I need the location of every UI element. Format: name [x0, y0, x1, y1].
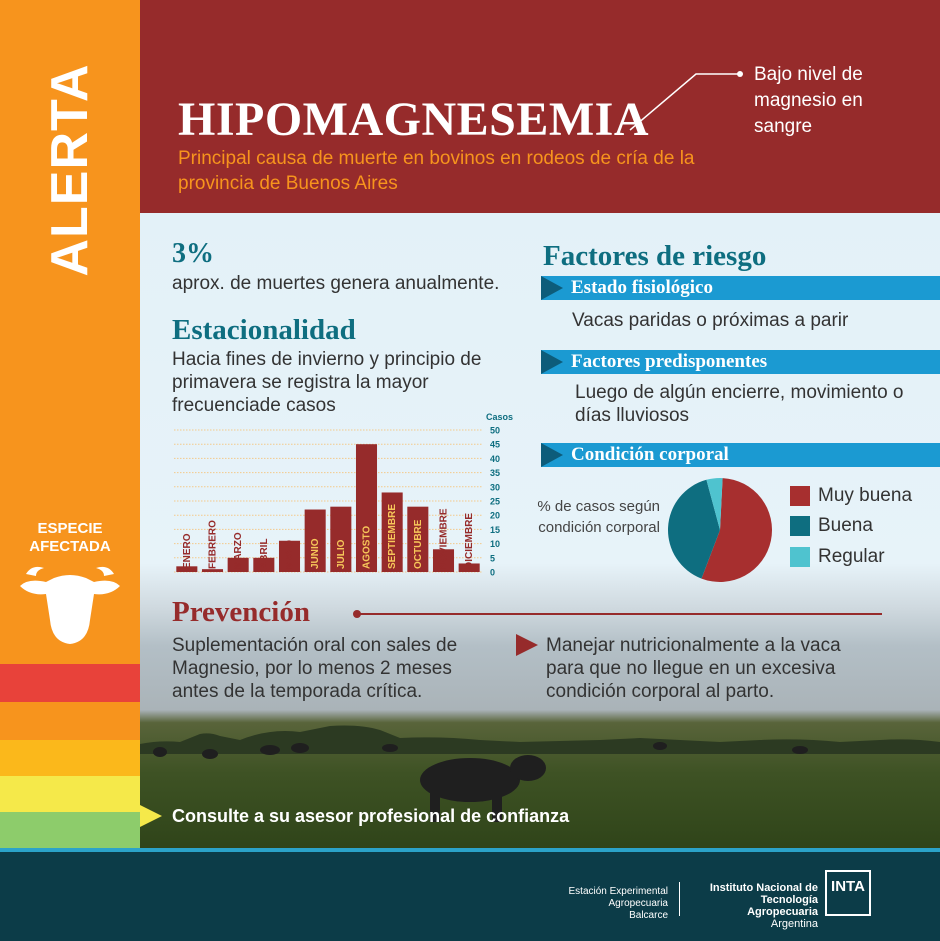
y-tick-label: 50 — [490, 425, 501, 436]
risk-factor-text: Luego de algún encierre, movimiento o días lluviosos — [575, 382, 904, 426]
arrow-icon — [541, 350, 563, 374]
x-tick-label: ENERO — [181, 533, 193, 569]
risk-factor-label: Factores predisponentes — [571, 351, 768, 372]
footer-separator — [679, 882, 680, 916]
arrow-icon — [541, 443, 563, 467]
cow-head-icon — [18, 562, 122, 646]
page-subtitle: Principal causa de muerte en bovinos en rodeos de cría de la provincia de Buenos Aires — [178, 148, 695, 194]
seasonality-text: Hacia fines de invierno y principio de primavera se registra la mayor frecuenciade casos — [172, 349, 482, 416]
cta-arrow-icon — [140, 805, 162, 827]
legend-swatch-regular — [790, 547, 810, 567]
risk-factor-bar-body-condition — [541, 443, 940, 467]
callout-text: Bajo nivel de magnesio en sangre — [754, 64, 863, 137]
legend-label-good: Buena — [818, 515, 873, 536]
page-title: HIPOMAGNESEMIA — [178, 93, 650, 146]
footer-divider — [0, 848, 940, 852]
risk-factor-bar-physiological — [541, 276, 940, 300]
station-line: Balcarce — [629, 910, 668, 921]
x-tick-label: DICIEMBRE — [464, 512, 476, 569]
legend-swatch-very-good — [790, 486, 810, 506]
station-line: Agropecuaria — [608, 898, 668, 909]
prevention-left-text: Suplementación oral con sales de Magnesio, por lo menos 2 meses antes de la temporada crítica. — [172, 635, 458, 702]
alert-level-band — [0, 740, 140, 776]
x-tick-label: JUNIO — [310, 538, 322, 569]
y-axis-label: Casos — [486, 412, 514, 422]
alert-level-band — [0, 812, 140, 850]
callout-pointer — [600, 60, 760, 140]
y-tick-label: 0 — [490, 567, 496, 578]
y-tick-label: 35 — [490, 468, 501, 479]
cta-text: Consulte a su asesor profesional de confianza — [172, 806, 570, 826]
x-tick-label: JULIO — [335, 539, 347, 569]
alert-level-band — [0, 702, 140, 740]
legend-label-regular: Regular — [818, 546, 885, 567]
arrow-icon — [541, 276, 563, 300]
species-label: ESPECIE AFECTADA — [29, 520, 111, 555]
play-arrow-icon — [516, 634, 538, 656]
x-tick-label: NOVIEMBRE — [438, 508, 450, 569]
y-tick-label: 5 — [490, 553, 496, 564]
body-condition-pie-chart — [660, 470, 780, 590]
alert-level-band — [0, 776, 140, 812]
y-tick-label: 45 — [490, 439, 501, 450]
alert-label: ALERTA — [41, 63, 99, 277]
inta-logo — [825, 870, 871, 916]
legend-swatch-good — [790, 516, 810, 536]
x-tick-label: AGOSTO — [361, 525, 373, 569]
x-tick-label: OCTUBRE — [412, 519, 424, 569]
seasonality-heading: Estacionalidad — [172, 314, 356, 346]
y-tick-label: 10 — [490, 539, 501, 550]
institution-line: Argentina — [770, 918, 818, 930]
alert-level-band — [0, 664, 140, 702]
death-percent-desc: aprox. de muertes genera anualmente. — [172, 273, 500, 294]
institution-line: Tecnología Agropecuaria — [747, 894, 818, 918]
y-tick-label: 25 — [490, 496, 501, 507]
y-tick-label: 20 — [490, 510, 501, 521]
monthly-cases-bar-chart — [172, 412, 522, 584]
y-tick-label: 15 — [490, 524, 501, 535]
prevention-heading: Prevención — [172, 596, 310, 628]
x-tick-label: ABRIL — [258, 538, 270, 569]
x-tick-label: MAYO — [284, 539, 296, 569]
x-tick-label: FEBRERO — [207, 520, 219, 569]
y-tick-label: 30 — [490, 482, 501, 493]
risk-heading: Factores de riesgo — [543, 240, 767, 272]
institution-name — [688, 882, 818, 930]
x-tick-label: MARZO — [233, 532, 245, 569]
legend-label-very-good: Muy buena — [818, 485, 913, 506]
inta-logo-text: INTA — [831, 878, 865, 895]
x-tick-label: SEPTIEMBRE — [387, 503, 399, 569]
institution-line: Instituto Nacional de — [709, 882, 818, 894]
risk-factor-text: Vacas paridas o próximas a parir — [572, 310, 849, 331]
risk-factor-bar-predisposing — [541, 350, 940, 374]
station-line: Estación Experimental — [568, 886, 668, 897]
risk-factor-label: Estado fisiológico — [571, 277, 713, 298]
prevention-right-text: Manejar nutricionalmente a la vaca para que no llegue en un excesiva condición corporal al parto. — [546, 635, 841, 702]
y-tick-label: 40 — [490, 453, 501, 464]
pie-caption: % de casos según condición corporal — [537, 498, 660, 536]
death-percent: 3% — [172, 238, 214, 269]
risk-factor-label: Condición corporal — [571, 444, 729, 465]
station-name — [560, 886, 668, 922]
prevention-divider — [352, 609, 882, 619]
